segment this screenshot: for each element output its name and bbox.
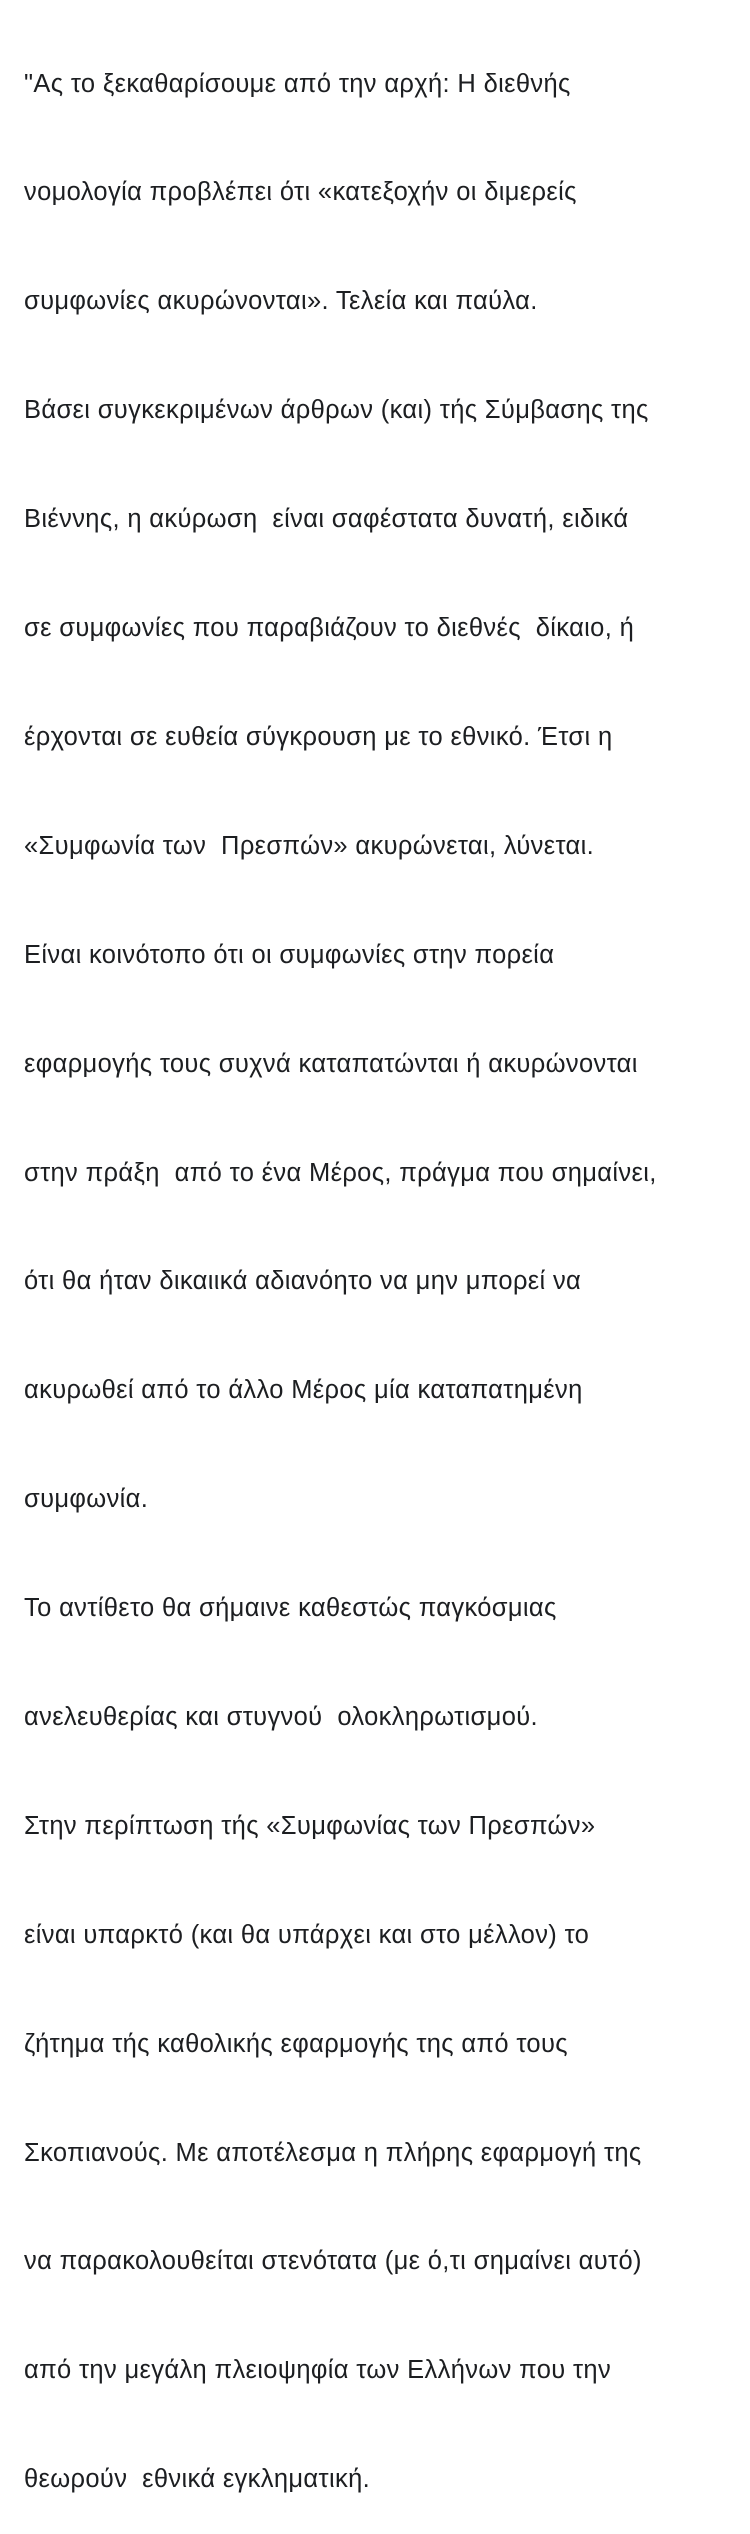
text-line: συμφωνίες ακυρώνονται». Τελεία και παύλα. xyxy=(24,287,538,316)
text-line: είναι υπαρκτό (και θα υπάρχει και στο μέλλον) το xyxy=(24,1920,590,1949)
text-line: σε συμφωνίες που παραβιάζουν το διεθνές δίκαιο, ή xyxy=(24,614,635,643)
post-text xyxy=(24,0,746,2534)
text-line: να παρακολουθείται στενότατα (με ό,τι σημαίνει αυτό) xyxy=(24,2247,642,2276)
text-line: νομολογία προβλέπει ότι «κατεξοχήν οι διμερείς xyxy=(24,178,577,207)
text-line: ότι θα ήταν δικαιικά αδιανόητο να μην μπορεί να xyxy=(24,1267,582,1296)
text-line: Το αντίθετο θα σήμαινε καθεστώς παγκόσμιας xyxy=(24,1594,557,1623)
text-line: έρχονται σε ευθεία σύγκρουση με το εθνικό. Έτσι η xyxy=(24,722,613,751)
text-line: Βιέννης, η ακύρωση είναι σαφέστατα δυνατή, ειδικά xyxy=(24,505,629,534)
text-line: συμφωνία. xyxy=(24,1485,149,1514)
text-line: "Ας το ξεκαθαρίσουμε από την αρχή: Η διεθνής xyxy=(24,69,571,98)
text-line: Βάσει συγκεκριμένων άρθρων (και) τής Σύμβασης της xyxy=(24,396,649,425)
text-line: ακυρωθεί από το άλλο Μέρος μία καταπατημένη xyxy=(24,1376,583,1405)
text-line: Σκοπιανούς. Με αποτέλεσμα η πλήρης εφαρμογή της xyxy=(24,2138,642,2167)
text-line: ανελευθερίας και στυγνού ολοκληρωτισμού. xyxy=(24,1702,538,1731)
text-line: Στην περίπτωση τής «Συμφωνίας των Πρεσπών» xyxy=(24,1811,596,1840)
text-line: θεωρούν εθνικά εγκληματική. xyxy=(24,2465,371,2494)
text-line: από την μεγάλη πλειοψηφία των Ελλήνων που την xyxy=(24,2356,612,2385)
text-line: εφαρμογής τους συχνά καταπατώνται ή ακυρώνονται xyxy=(24,1049,638,1078)
text-line: στην πράξη από το ένα Μέρος, πράγμα που σημαίνει, xyxy=(24,1158,657,1187)
text-line: ζήτημα τής καθολικής εφαρμογής της από τους xyxy=(24,2029,568,2058)
text-line: «Συμφωνία των Πρεσπών» ακυρώνεται, λύνεται. xyxy=(24,831,595,860)
text-line: Είναι κοινότοπο ότι οι συμφωνίες στην πορεία xyxy=(24,940,555,969)
